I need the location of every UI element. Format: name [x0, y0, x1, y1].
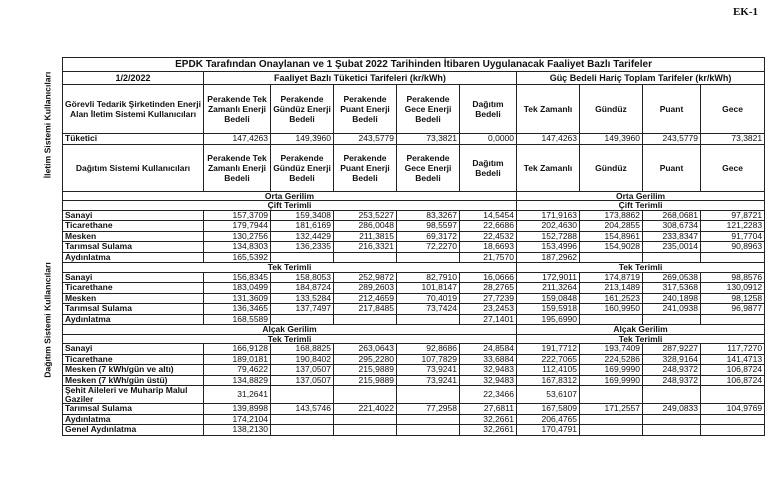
- value-cell: [580, 386, 643, 404]
- value-cell: 112,4105: [517, 365, 580, 376]
- value-cell: [643, 414, 701, 425]
- value-cell: 32,2661: [460, 414, 517, 425]
- right-header: Gündüz: [580, 85, 643, 134]
- table-row: [63, 272, 765, 283]
- right-header: Puant: [643, 144, 701, 191]
- value-cell: 83,3267: [397, 210, 460, 221]
- col-header: Perakende Gündüz Enerji Bedeli: [271, 144, 334, 191]
- value-cell: 193,7409: [580, 344, 643, 355]
- table-row: [63, 134, 765, 145]
- section-orta-gerilim-right: Orta Gerilim: [517, 191, 765, 201]
- value-cell: 167,8312: [517, 375, 580, 386]
- value-cell: 149,3960: [580, 134, 643, 145]
- value-cell: 153,4996: [517, 242, 580, 253]
- value-cell: 215,9889: [334, 365, 397, 376]
- value-cell: 252,9872: [334, 272, 397, 283]
- section-alcak-gerilim-right: Alçak Gerilim: [517, 325, 765, 335]
- value-cell: 121,2283: [701, 221, 765, 232]
- value-cell: 70,4019: [397, 293, 460, 304]
- row-label: Ticarethane: [63, 221, 204, 232]
- table-row: [63, 414, 765, 425]
- dagitim-header-row: [63, 144, 765, 191]
- value-cell: 159,0848: [517, 293, 580, 304]
- value-cell: 106,8724: [701, 365, 765, 376]
- value-cell: [397, 414, 460, 425]
- value-cell: [271, 425, 334, 436]
- right-header: Tek Zamanlı: [517, 144, 580, 191]
- value-cell: 91,7704: [701, 231, 765, 242]
- value-cell: 263,0643: [334, 344, 397, 355]
- value-cell: 224,5286: [580, 354, 643, 365]
- value-cell: 73,9241: [397, 375, 460, 386]
- value-cell: 27,7239: [460, 293, 517, 304]
- value-cell: 243,5779: [334, 134, 397, 145]
- value-cell: [334, 252, 397, 263]
- value-cell: 97,8721: [701, 210, 765, 221]
- ek-label: EK-1: [732, 6, 758, 18]
- table-row: [63, 386, 765, 404]
- value-cell: 137,0507: [271, 365, 334, 376]
- value-cell: 215,9889: [334, 375, 397, 386]
- value-cell: 221,4022: [334, 404, 397, 415]
- tariff-table: [62, 57, 765, 436]
- value-cell: 32,2661: [460, 425, 517, 436]
- table-row: [63, 344, 765, 355]
- value-cell: 204,2855: [580, 221, 643, 232]
- value-cell: 22,4532: [460, 231, 517, 242]
- right-header: Gündüz: [580, 144, 643, 191]
- value-cell: 130,0912: [701, 283, 765, 294]
- table-row: [63, 365, 765, 376]
- value-cell: 27,6811: [460, 404, 517, 415]
- value-cell: 73,3821: [397, 134, 460, 145]
- col-header: Dağıtım Bedeli: [460, 85, 517, 134]
- table-row: [63, 425, 765, 436]
- section-tek-terimli-right: Tek Terimli: [517, 263, 765, 273]
- value-cell: 27,1401: [460, 314, 517, 325]
- value-cell: 181,6169: [271, 221, 334, 232]
- value-cell: 134,8303: [204, 242, 271, 253]
- value-cell: 269,0538: [643, 272, 701, 283]
- table-row: [63, 404, 765, 415]
- row-label: Mesken (7 kWh/gün üstü): [63, 375, 204, 386]
- value-cell: 130,2756: [204, 231, 271, 242]
- value-cell: 139,8998: [204, 404, 271, 415]
- table-row: [63, 242, 765, 253]
- value-cell: 213,1489: [580, 283, 643, 294]
- value-cell: [701, 425, 765, 436]
- table-row: [63, 293, 765, 304]
- value-cell: [580, 314, 643, 325]
- value-cell: 32,9483: [460, 365, 517, 376]
- value-cell: 79,4622: [204, 365, 271, 376]
- value-cell: 168,8825: [271, 344, 334, 355]
- value-cell: 179,7944: [204, 221, 271, 232]
- col-header: Perakende Puant Enerji Bedeli: [334, 85, 397, 134]
- iletim-header-row: [63, 85, 765, 134]
- value-cell: [643, 425, 701, 436]
- side-label-iletim: İletim Sistemi Kullanıcıları: [42, 71, 53, 179]
- section-orta-gerilim: Orta Gerilim: [63, 191, 517, 201]
- value-cell: 156,8345: [204, 272, 271, 283]
- row-label: Sanayi: [63, 344, 204, 355]
- section-row: [63, 201, 765, 211]
- row-label: Mesken: [63, 231, 204, 242]
- iletim-header-label: Görevli Tedarik Şirketinden Enerji Alan İletim Sistemi Kullanıcıları: [63, 85, 204, 134]
- value-cell: 73,9241: [397, 365, 460, 376]
- value-cell: 211,3264: [517, 283, 580, 294]
- row-label: Şehit Aileleri ve Muharip Malul Gaziler: [63, 386, 204, 404]
- value-cell: 169,9990: [580, 365, 643, 376]
- value-cell: 171,2557: [580, 404, 643, 415]
- value-cell: 172,9011: [517, 272, 580, 283]
- section-alcak-gerilim: Alçak Gerilim: [63, 325, 517, 335]
- date-cell: 1/2/2022: [63, 72, 204, 85]
- value-cell: 308,6734: [643, 221, 701, 232]
- value-cell: 173,8862: [580, 210, 643, 221]
- value-cell: 317,5368: [643, 283, 701, 294]
- table-row: [63, 231, 765, 242]
- col-header: Perakende Gece Enerji Bedeli: [397, 144, 460, 191]
- right-header: Gece: [701, 85, 765, 134]
- value-cell: 248,9372: [643, 375, 701, 386]
- value-cell: [701, 252, 765, 263]
- value-cell: 137,0507: [271, 375, 334, 386]
- value-cell: 235,0014: [643, 242, 701, 253]
- value-cell: 82,7910: [397, 272, 460, 283]
- value-cell: 104,9769: [701, 404, 765, 415]
- value-cell: 152,7288: [517, 231, 580, 242]
- value-cell: 98,1258: [701, 293, 765, 304]
- value-cell: 167,5809: [517, 404, 580, 415]
- value-cell: 16,0666: [460, 272, 517, 283]
- row-label: Tarımsal Sulama: [63, 304, 204, 315]
- value-cell: [271, 314, 334, 325]
- value-cell: 174,2104: [204, 414, 271, 425]
- section-cift-terimli: Çift Terimli: [63, 201, 517, 211]
- value-cell: 14,5454: [460, 210, 517, 221]
- value-cell: 159,5918: [517, 304, 580, 315]
- value-cell: 107,7829: [397, 354, 460, 365]
- col-header: Perakende Gece Enerji Bedeli: [397, 85, 460, 134]
- table-row: [63, 252, 765, 263]
- section-cift-terimli-right: Çift Terimli: [517, 201, 765, 211]
- value-cell: 253,5227: [334, 210, 397, 221]
- value-cell: 22,6686: [460, 221, 517, 232]
- value-cell: 33,6884: [460, 354, 517, 365]
- value-cell: 137,7497: [271, 304, 334, 315]
- value-cell: 249,0833: [643, 404, 701, 415]
- group-left-header: Faaliyet Bazlı Tüketici Tarifeleri (kr/kWh): [204, 72, 517, 85]
- value-cell: 117,7270: [701, 344, 765, 355]
- value-cell: 195,6990: [517, 314, 580, 325]
- section-ag-tek-terimli-right: Tek Terimli: [517, 334, 765, 344]
- value-cell: 98,8576: [701, 272, 765, 283]
- value-cell: 158,8053: [271, 272, 334, 283]
- col-header: Perakende Puant Enerji Bedeli: [334, 144, 397, 191]
- row-label: Tarımsal Sulama: [63, 404, 204, 415]
- value-cell: 92,8686: [397, 344, 460, 355]
- right-header: Gece: [701, 144, 765, 191]
- value-cell: [643, 314, 701, 325]
- value-cell: 287,9227: [643, 344, 701, 355]
- value-cell: 187,2962: [517, 252, 580, 263]
- value-cell: [397, 386, 460, 404]
- value-cell: 217,8485: [334, 304, 397, 315]
- value-cell: 73,3821: [701, 134, 765, 145]
- value-cell: 23,2453: [460, 304, 517, 315]
- value-cell: [334, 425, 397, 436]
- value-cell: 138,2130: [204, 425, 271, 436]
- value-cell: 243,5779: [643, 134, 701, 145]
- value-cell: 53,6107: [517, 386, 580, 404]
- group-right-header: Güç Bedeli Hariç Toplam Tarifeler (kr/kWh): [517, 72, 765, 85]
- value-cell: 24,8584: [460, 344, 517, 355]
- value-cell: 184,8724: [271, 283, 334, 294]
- value-cell: [271, 414, 334, 425]
- value-cell: [334, 314, 397, 325]
- value-cell: 31,2641: [204, 386, 271, 404]
- value-cell: 132,4429: [271, 231, 334, 242]
- value-cell: 211,3815: [334, 231, 397, 242]
- section-tek-terimli: Tek Terimli: [63, 263, 517, 273]
- row-label: Mesken (7 kWh/gün ve altı): [63, 365, 204, 376]
- section-row: [63, 191, 765, 201]
- value-cell: 157,3709: [204, 210, 271, 221]
- value-cell: 289,2603: [334, 283, 397, 294]
- section-row: [63, 334, 765, 344]
- value-cell: 191,7712: [517, 344, 580, 355]
- value-cell: [701, 386, 765, 404]
- col-header: Perakende Tek Zamanlı Enerji Bedeli: [204, 144, 271, 191]
- value-cell: 189,0181: [204, 354, 271, 365]
- value-cell: 134,8829: [204, 375, 271, 386]
- table-row: [63, 210, 765, 221]
- value-cell: 18,6693: [460, 242, 517, 253]
- table-row: [63, 221, 765, 232]
- value-cell: 202,4630: [517, 221, 580, 232]
- row-label: Ticarethane: [63, 354, 204, 365]
- value-cell: 106,8724: [701, 375, 765, 386]
- value-cell: 168,5589: [204, 314, 271, 325]
- dagitim-header-label: Dağıtım Sistemi Kullanıcıları: [63, 144, 204, 191]
- value-cell: 222,7065: [517, 354, 580, 365]
- value-cell: 77,2958: [397, 404, 460, 415]
- value-cell: 147,4263: [204, 134, 271, 145]
- value-cell: 295,2280: [334, 354, 397, 365]
- value-cell: 90,8963: [701, 242, 765, 253]
- value-cell: 131,3609: [204, 293, 271, 304]
- value-cell: 0,0000: [460, 134, 517, 145]
- value-cell: 170,4791: [517, 425, 580, 436]
- value-cell: 136,3465: [204, 304, 271, 315]
- col-header: Dağıtım Bedeli: [460, 144, 517, 191]
- value-cell: 206,4765: [517, 414, 580, 425]
- value-cell: 241,0938: [643, 304, 701, 315]
- value-cell: 136,2335: [271, 242, 334, 253]
- table-row: [63, 283, 765, 294]
- value-cell: [580, 252, 643, 263]
- value-cell: 161,2523: [580, 293, 643, 304]
- value-cell: [701, 314, 765, 325]
- value-cell: [271, 252, 334, 263]
- value-cell: [643, 386, 701, 404]
- row-label: Tarımsal Sulama: [63, 242, 204, 253]
- right-header: Puant: [643, 85, 701, 134]
- value-cell: [397, 314, 460, 325]
- row-label: Genel Aydınlatma: [63, 425, 204, 436]
- value-cell: 73,7424: [397, 304, 460, 315]
- value-cell: [580, 414, 643, 425]
- row-label: Sanayi: [63, 272, 204, 283]
- value-cell: 147,4263: [517, 134, 580, 145]
- value-cell: 154,9028: [580, 242, 643, 253]
- value-cell: 21,7570: [460, 252, 517, 263]
- row-label: Aydınlatma: [63, 414, 204, 425]
- value-cell: 141,4713: [701, 354, 765, 365]
- value-cell: 160,9950: [580, 304, 643, 315]
- value-cell: 286,0048: [334, 221, 397, 232]
- table-row: [63, 375, 765, 386]
- value-cell: 159,3408: [271, 210, 334, 221]
- value-cell: 212,4659: [334, 293, 397, 304]
- row-label: Aydınlatma: [63, 314, 204, 325]
- value-cell: 101,8147: [397, 283, 460, 294]
- value-cell: 22,3466: [460, 386, 517, 404]
- value-cell: 268,0681: [643, 210, 701, 221]
- row-label: Aydınlatma: [63, 252, 204, 263]
- value-cell: 69,3172: [397, 231, 460, 242]
- value-cell: [643, 252, 701, 263]
- col-header: Perakende Gündüz Enerji Bedeli: [271, 85, 334, 134]
- value-cell: 233,8347: [643, 231, 701, 242]
- value-cell: 96,9877: [701, 304, 765, 315]
- value-cell: 133,5284: [271, 293, 334, 304]
- value-cell: 183,0499: [204, 283, 271, 294]
- row-label: Sanayi: [63, 210, 204, 221]
- value-cell: 174,8719: [580, 272, 643, 283]
- table-row: [63, 304, 765, 315]
- value-cell: [397, 252, 460, 263]
- value-cell: 143,5746: [271, 404, 334, 415]
- row-label: Tüketici: [63, 134, 204, 145]
- value-cell: 169,9990: [580, 375, 643, 386]
- value-cell: [334, 386, 397, 404]
- value-cell: 190,8402: [271, 354, 334, 365]
- value-cell: [580, 425, 643, 436]
- section-row: [63, 325, 765, 335]
- value-cell: 72,2270: [397, 242, 460, 253]
- value-cell: 149,3960: [271, 134, 334, 145]
- section-ag-tek-terimli: Tek Terimli: [63, 334, 517, 344]
- right-header: Tek Zamanlı: [517, 85, 580, 134]
- table-title: EPDK Tarafından Onaylanan ve 1 Şubat 2022 Tarihinden İtibaren Uygulanacak Faaliyet Bazlı Tarifeler: [63, 58, 765, 72]
- value-cell: [271, 386, 334, 404]
- value-cell: 32,9483: [460, 375, 517, 386]
- section-row: [63, 263, 765, 273]
- value-cell: 154,8961: [580, 231, 643, 242]
- value-cell: 240,1898: [643, 293, 701, 304]
- value-cell: 98,5597: [397, 221, 460, 232]
- col-header: Perakende Tek Zamanlı Enerji Bedeli: [204, 85, 271, 134]
- value-cell: 171,9163: [517, 210, 580, 221]
- row-label: Ticarethane: [63, 283, 204, 294]
- side-label-dagitim: Dağıtım Sistemi Kullanıcıları: [42, 262, 53, 378]
- value-cell: 166,9128: [204, 344, 271, 355]
- table-row: [63, 314, 765, 325]
- value-cell: [701, 414, 765, 425]
- row-label: Mesken: [63, 293, 204, 304]
- value-cell: 216,3321: [334, 242, 397, 253]
- value-cell: 328,9164: [643, 354, 701, 365]
- value-cell: 28,2765: [460, 283, 517, 294]
- value-cell: 248,9372: [643, 365, 701, 376]
- value-cell: [334, 414, 397, 425]
- table-row: [63, 354, 765, 365]
- value-cell: [397, 425, 460, 436]
- value-cell: 165,5392: [204, 252, 271, 263]
